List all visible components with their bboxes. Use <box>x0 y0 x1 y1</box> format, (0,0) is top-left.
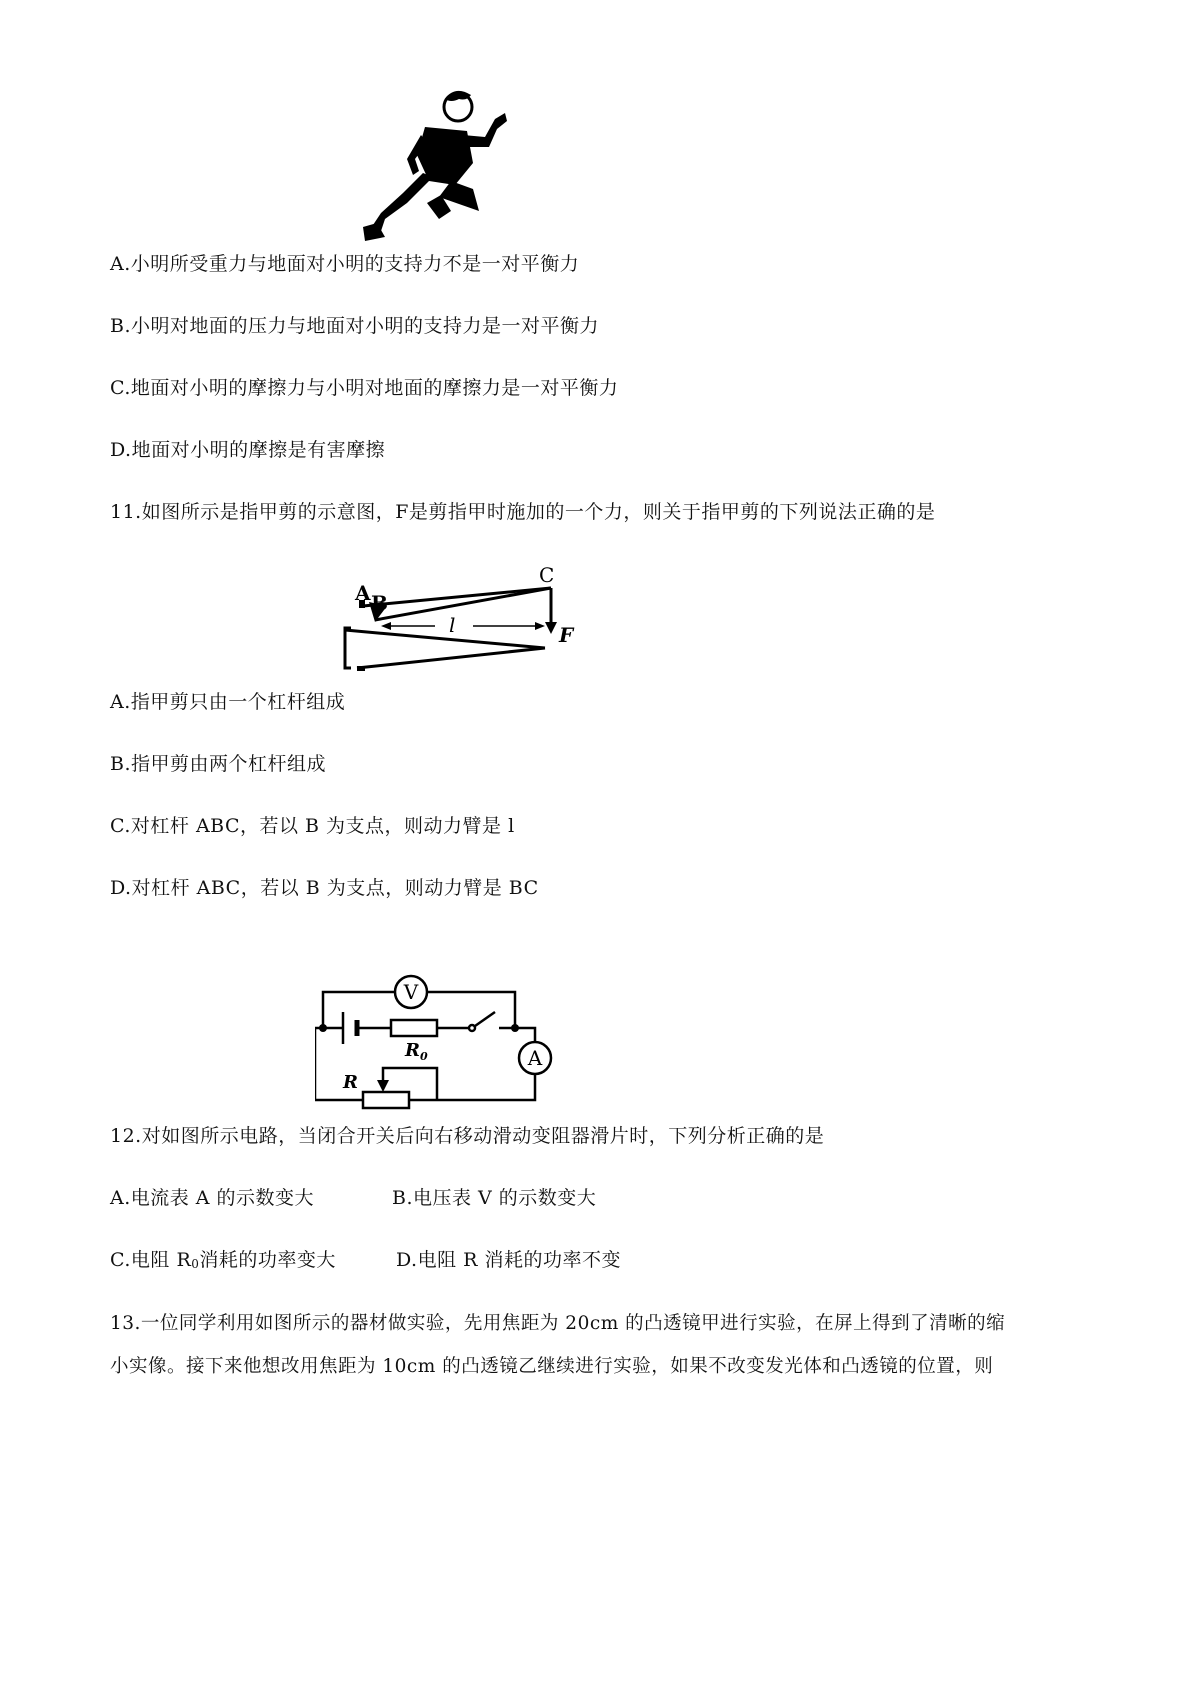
r0-label: R <box>405 1040 420 1061</box>
q13-line-2: 小实像。接下来他想改用焦距为 10cm 的凸透镜乙继续进行实验，如果不改变发光体和凸透镜的位置，则 <box>110 1356 994 1377</box>
q12-option-a: A.电流表 A 的示数变大 <box>110 1187 315 1209</box>
running-boy-figure <box>355 85 525 245</box>
r0-subscript: 0 <box>419 1050 428 1063</box>
q12-option-d: D.电阻 R 消耗的功率不变 <box>396 1249 621 1271</box>
q11-option-c: C.对杠杆 ABC，若以 B 为支点，则动力臂是 l <box>110 815 515 837</box>
label-c: C <box>539 563 555 587</box>
q12-option-c-post: 消耗的功率变大 <box>199 1249 336 1271</box>
q12-option-c-pre: C.电阻 R <box>110 1249 192 1271</box>
q10-option-a: A.小明所受重力与地面对小明的支持力不是一对平衡力 <box>110 253 580 275</box>
q12-option-c <box>110 1247 336 1277</box>
q12-option-c-sub: 0 <box>191 1257 200 1271</box>
q10-option-c: C.地面对小明的摩擦力与小明对地面的摩擦力是一对平衡力 <box>110 377 619 399</box>
q11-option-a: A.指甲剪只由一个杠杆组成 <box>110 691 346 713</box>
q11-option-b: B.指甲剪由两个杠杆组成 <box>110 753 327 775</box>
q12-stem: 12.对如图所示电路，当闭合开关后向右移动滑动变阻器滑片时，下列分析正确的是 <box>110 1125 825 1147</box>
label-f: F <box>559 623 574 647</box>
voltmeter-label: V <box>403 980 419 1004</box>
q13-line-1: 13.一位同学利用如图所示的器材做实验，先用焦距为 20cm 的凸透镜甲进行实验，在屏上得到了清晰的缩 <box>110 1313 1006 1334</box>
q11-option-d: D.对杠杆 ABC，若以 B 为支点，则动力臂是 BC <box>110 877 539 899</box>
label-l: l <box>449 613 456 637</box>
q10-option-b: B.小明对地面的压力与地面对小明的支持力是一对平衡力 <box>110 315 600 337</box>
q12-option-b: B.电压表 V 的示数变大 <box>392 1187 597 1209</box>
q10-option-d: D.地面对小明的摩擦是有害摩擦 <box>110 439 386 461</box>
ammeter-label: A <box>527 1046 543 1070</box>
svg-text:R0 <box>404 1040 428 1063</box>
circuit-figure <box>315 960 595 1120</box>
r-label: R <box>343 1072 358 1093</box>
nail-clipper-figure <box>335 560 595 680</box>
q11-stem: 11.如图所示是指甲剪的示意图，F是剪指甲时施加的一个力，则关于指甲剪的下列说法正确的是 <box>110 501 936 523</box>
label-a: A <box>355 581 371 605</box>
label-b: B <box>371 591 388 615</box>
